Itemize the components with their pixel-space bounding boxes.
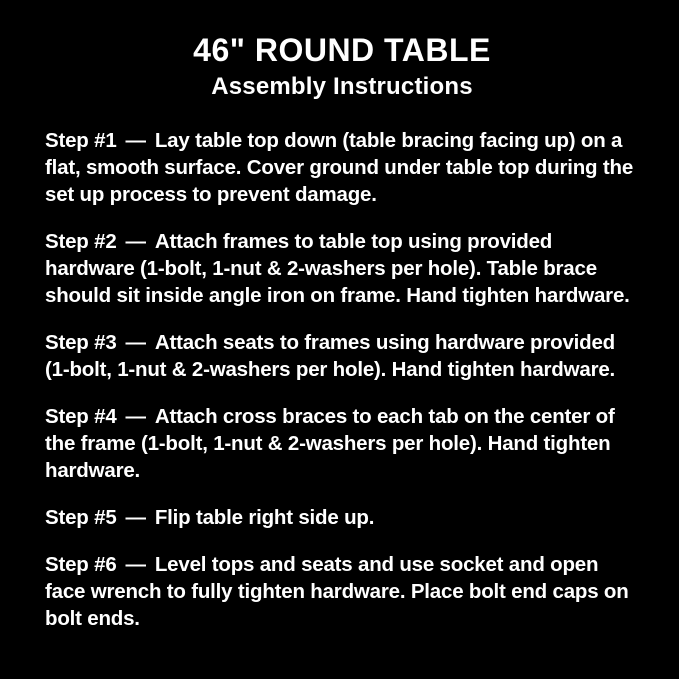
step-text: Attach seats to frames using hardware provided (1-bolt, 1-nut & 2-washers per hole). Hand tighten hardware. [45, 330, 616, 381]
step-item [45, 504, 639, 531]
step-dash: — [125, 330, 146, 354]
step-text: Attach frames to table top using provided hardware (1-bolt, 1-nut & 2-washers per hole). Table brace should sit inside angle iron on frame. Hand tighten hardware. [45, 229, 630, 307]
steps-list [45, 127, 639, 632]
step-dash: — [125, 404, 146, 428]
step-label: Step #2 [45, 229, 117, 253]
step-text: Attach cross braces to each tab on the center of the frame (1-bolt, 1-nut & 2-washers per hole). Hand tighten hardware. [45, 404, 615, 482]
step-item [45, 329, 639, 383]
step-text: Level tops and seats and use socket and open face wrench to fully tighten hardware. Place bolt end caps on bolt ends. [45, 552, 629, 630]
step-item [45, 403, 639, 484]
page-title: 46" ROUND TABLE [193, 32, 491, 68]
step-item [45, 127, 639, 208]
step-label: Step #1 [45, 128, 117, 152]
step-dash: — [125, 552, 146, 576]
step-label: Step #5 [45, 505, 117, 529]
step-label: Step #3 [45, 330, 117, 354]
page-subtitle: Assembly Instructions [211, 72, 473, 100]
step-dash: — [125, 128, 146, 152]
step-dash: — [125, 505, 146, 529]
step-item [45, 228, 639, 309]
step-label: Step #6 [45, 552, 117, 576]
step-dash: — [125, 229, 146, 253]
step-text: Flip table right side up. [154, 505, 375, 529]
step-label: Step #4 [45, 404, 117, 428]
step-text: Lay table top down (table bracing facing up) on a flat, smooth surface. Cover ground under table top during the set up process to prevent damage. [45, 128, 634, 206]
step-item [45, 551, 639, 632]
